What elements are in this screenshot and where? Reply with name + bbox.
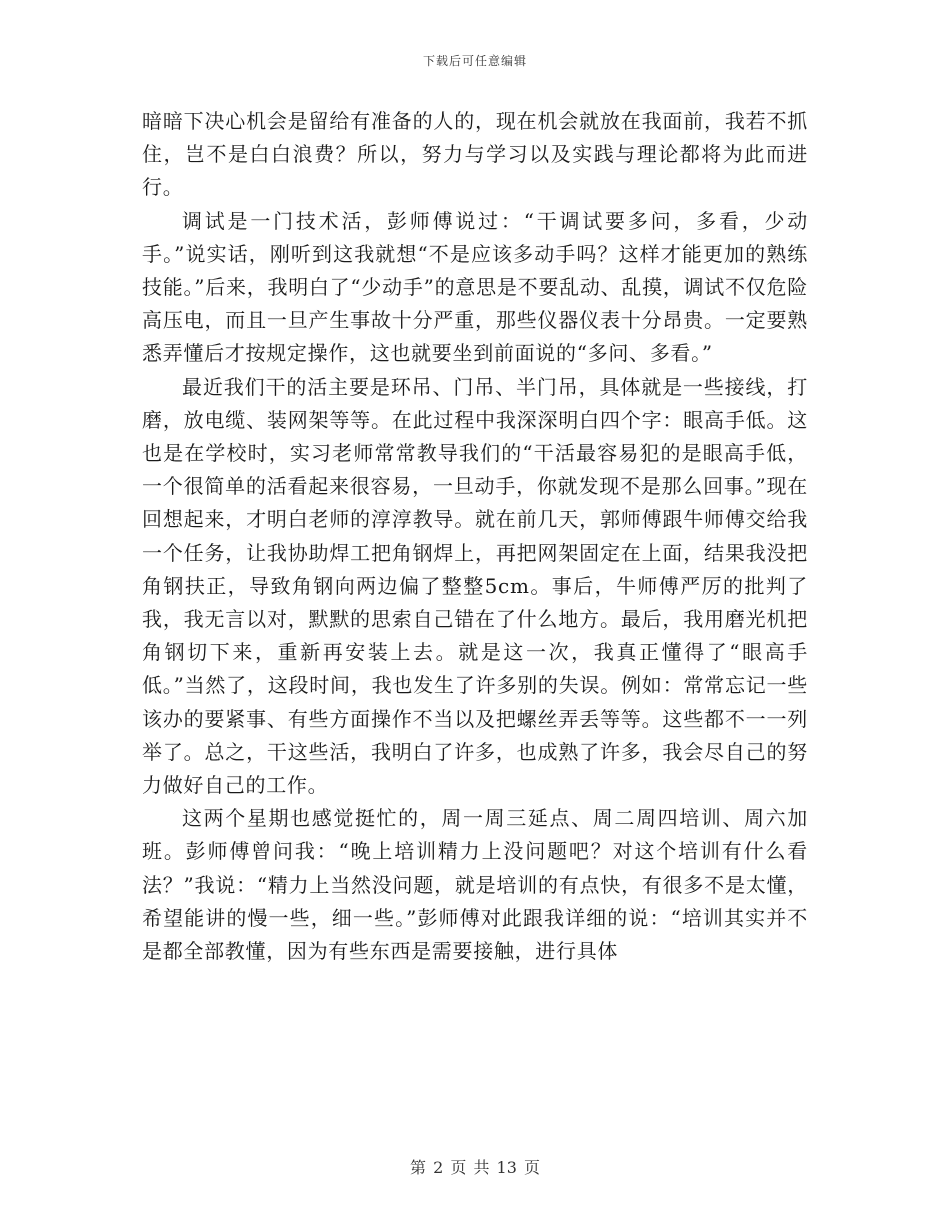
paragraph-3: 最近我们干的活主要是环吊、门吊、半门吊，具体就是一些接线，打磨，放电缆、装网架等等。在此过程中我深深明白四个字：眼高手低。这也是在学校时，实习老师常常教导我们的“干活最容易犯的是眼高手低，一个很简单的活看起来很容易，一旦动手，你就发现不是那么回事。”现在回想起来，才明白老师的淳淳教导。就在前几天，郭师傅跟牛师傅交给我一个任务，让我协助焊工把角钢焊上，再把网架固定在上面，结果我没把角钢扶正，导致角钢向两边偏了整整5cm。事后，牛师傅严厉的批判了我，我无言以对，默默的思索自己错在了什么地方。最后，我用磨光机把角钢切下来，重新再安装上去。就是这一次，我真正懂得了“眼高手低。”当然了，这段时间，我也发生了许多别的失误。例如：常常忘记一些该办的要紧事、有些方面操作不当以及把螺丝弄丢等等。这些都不一一列举了。总之，干这些活，我明白了许多，也成熟了许多，我会尽自己的努力做好自己的工作。 xyxy=(142,374,808,798)
paragraph-4: 这两个星期也感觉挺忙的，周一周三延点、周二周四培训、周六加班。彭师傅曾问我：“晚上培训精力上没问题吧？对这个培训有什么看法？”我说：“精力上当然没问题，就是培训的有点快，有很多不是太懂，希望能讲的慢一些，细一些。”彭师傅对此跟我详细的说：“培训其实并不是都全部教懂，因为有些东西是需要接触，进行具体 xyxy=(142,806,808,964)
paragraph-2: 调试是一门技术活，彭师傅说过：“干调试要多问，多看，少动手。”说实话，刚听到这我就想“不是应该多动手吗？这样才能更加的熟练技能。”后来，我明白了“少动手”的意思是不要乱动、乱摸，调试不仅危险高压电，而且一旦产生事故十分严重，那些仪器仪表十分昂贵。一定要熟悉弄懂后才按规定操作，这也就要坐到前面说的“多问、多看。” xyxy=(142,208,808,366)
page-header: 下载后可任意编辑 xyxy=(422,54,527,68)
page-number-footer: 第 2 页 共 13 页 xyxy=(410,1158,540,1177)
paragraph-1: 暗暗下决心机会是留给有准备的人的，现在机会就放在我面前，我若不抓住，岂不是白白浪费？所以，努力与学习以及实践与理论都将为此而进行。 xyxy=(142,109,808,200)
document-body xyxy=(142,105,808,968)
